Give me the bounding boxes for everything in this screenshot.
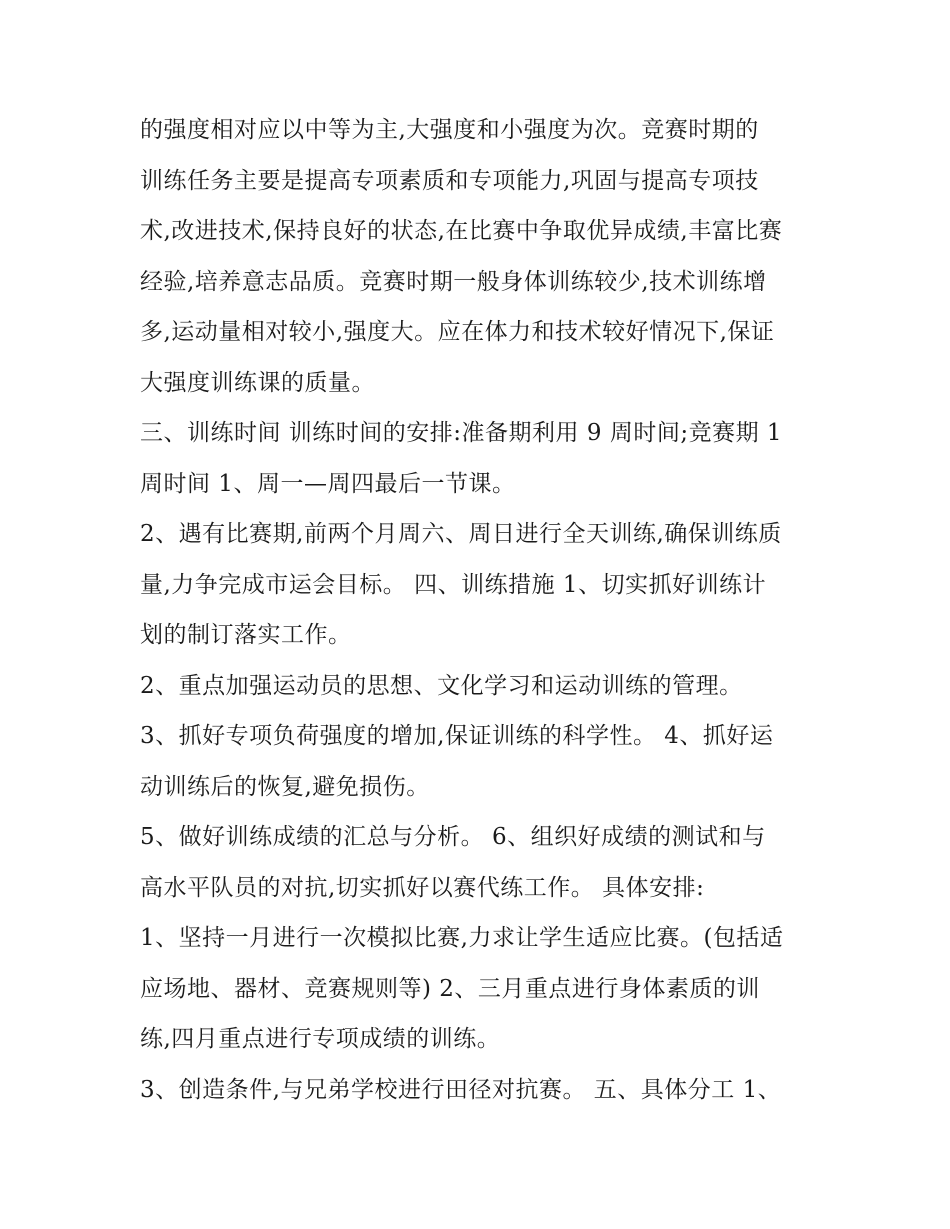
text-line: 训练任务主要是提高专项素质和专项能力,巩固与提高专项技	[140, 168, 759, 194]
text-line: 术,改进技术,保持良好的状态,在比赛中争取优异成绩,丰富比赛	[140, 218, 783, 244]
text-line: 划的制订落实工作。	[140, 622, 352, 648]
text-line: 多,运动量相对较小,强度大。应在体力和技术较好情况下,保证	[140, 319, 775, 345]
text-line: 2、遇有比赛期,前两个月周六、周日进行全天训练,确保训练质	[140, 521, 782, 547]
text-line: 3、抓好专项负荷强度的增加,保证训练的科学性。 4、抓好运	[140, 723, 774, 749]
text-line: 5、做好训练成绩的汇总与分析。 6、组织好成绩的测试和与	[140, 824, 766, 850]
text-line: 量,力争完成市运会目标。 四、训练措施 1、切实抓好训练计	[140, 572, 767, 598]
text-line: 动训练后的恢复,避免损伤。	[140, 774, 430, 800]
text-line: 练,四月重点进行专项成绩的训练。	[140, 1026, 501, 1052]
text-line: 经验,培养意志品质。竞赛时期一般身体训练较少,技术训练增	[140, 269, 767, 295]
text-line: 应场地、器材、竞赛规则等) 2、三月重点进行身体素质的训	[140, 976, 760, 1002]
text-line: 的强度相对应以中等为主,大强度和小强度为次。竞赛时期的	[140, 117, 759, 143]
text-line: 周时间 1、周一—周四最后一节课。	[140, 471, 516, 497]
text-line: 2、重点加强运动员的思想、文化学习和运动训练的管理。	[140, 673, 743, 699]
text-line: 高水平队员的对抗,切实抓好以赛代练工作。 具体安排:	[140, 875, 705, 901]
text-line: 大强度训练课的质量。	[140, 370, 375, 396]
text-line: 三、训练时间 训练时间的安排:准备期利用 9 周时间;竞赛期 1	[140, 420, 783, 446]
text-line: 3、创造条件,与兄弟学校进行田径对抗赛。 五、具体分工 1、	[140, 1077, 782, 1103]
text-line: 1、坚持一月进行一次模拟比赛,力求让学生适应比赛。(包括适	[140, 925, 784, 951]
